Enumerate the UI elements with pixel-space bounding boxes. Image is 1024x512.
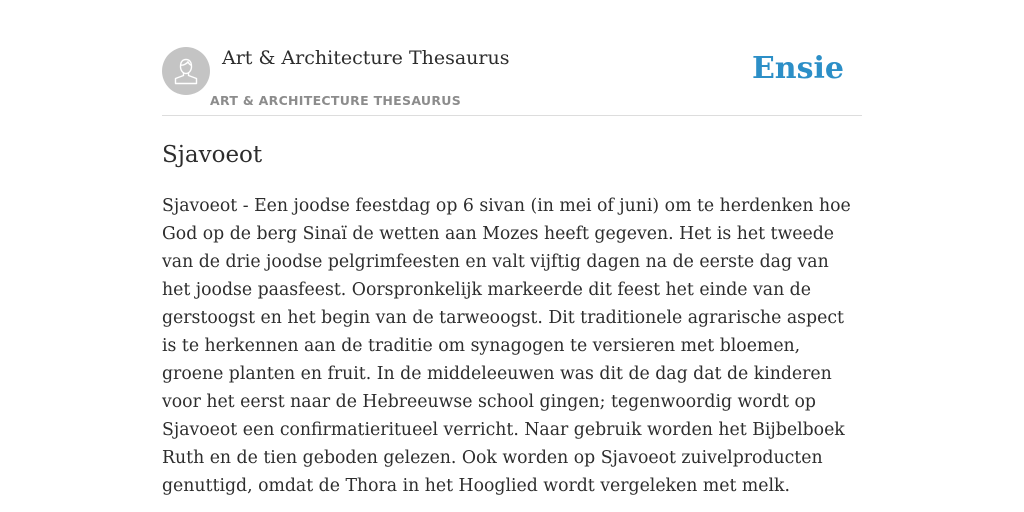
page-header — [162, 0, 862, 116]
article-body: Sjavoeot - Een joodse feestdag op 6 sivan (in mei of juni) om te herdenken hoe God op de berg Sinaï de wetten aan Mozes heeft gegeven. Het is het tweede van de drie joodse pelgrimfeesten en valt vijftig dagen na de eerste dag van het joodse paasfeest. Oorspronkelijk markeerde dit feest het einde van de gerstoogst en het begin van de tarweoogst. Dit traditionele agrarische aspect is te herkennen aan de traditie om synagogen te versieren met bloemen, groene planten en fruit. In de middeleeuwen was dit de dag dat de kinderen voor het eerst naar de Hebreeuwse school gingen; tegenwoordig wordt op Sjavoeot een confirmatieritueel verricht. Naar gebruik worden het Bijbelboek Ruth en de tien geboden gelezen. Ook worden op Sjavoeot zuivelproducten genuttigd, omdat de Thora in het Hooglied wordt vergeleken met melk. — [162, 196, 851, 496]
user-icon — [162, 47, 210, 95]
page-container — [162, 0, 862, 512]
article-title: Sjavoeot — [162, 142, 263, 168]
ensie-logo[interactable]: Ensie — [751, 51, 844, 86]
author-subtitle: ART & ARCHITECTURE THESAURUS — [210, 93, 462, 108]
author-name-link[interactable]: Art & Architecture Thesaurus — [222, 47, 510, 69]
avatar[interactable] — [162, 47, 210, 95]
